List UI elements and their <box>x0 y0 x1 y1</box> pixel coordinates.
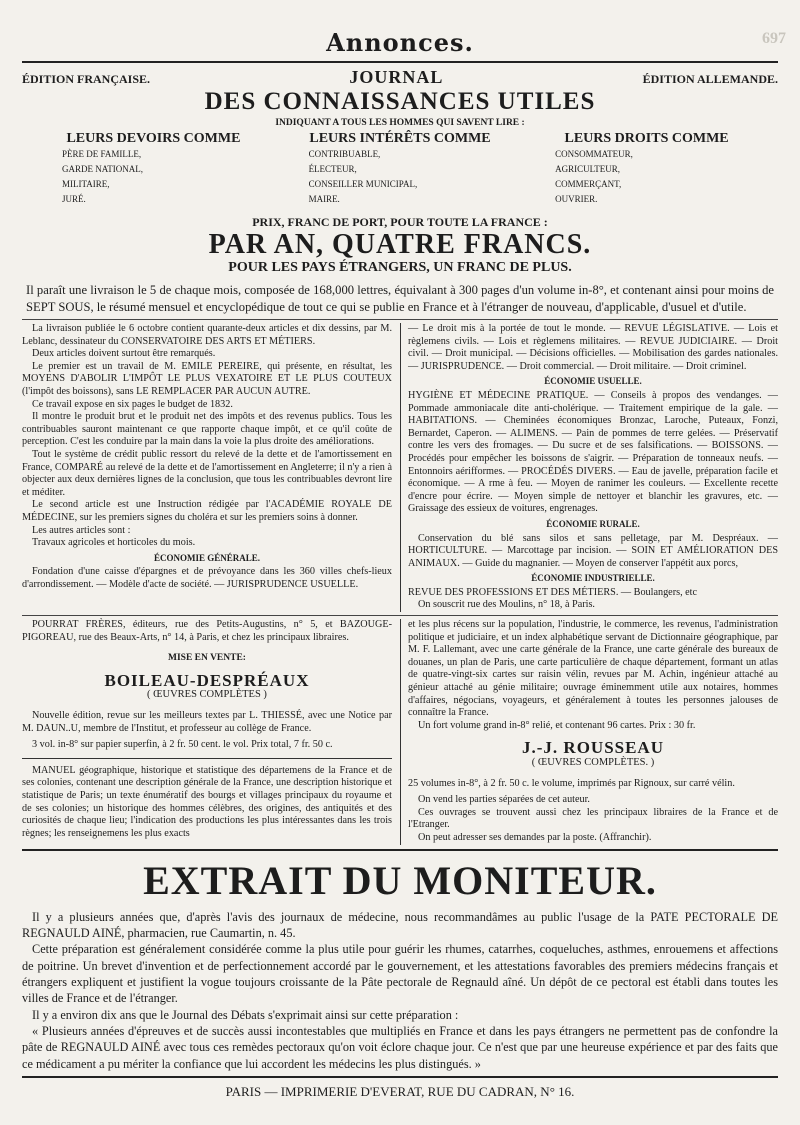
section-heading: ÉCONOMIE USUELLE. <box>544 376 642 387</box>
column-droits <box>525 131 768 207</box>
column-line: GARDE NATIONAL, <box>62 163 143 174</box>
intro-paragraph: Il paraît une livraison le 5 de chaque mois, composée de 168,000 lettres, équivalant à 300 pages d'un volume in-8°, et contenant ainsi pour moins de SEPT SOUS, le résumé mensuel et encyclopédique de tout ce qui se publie en France et à l'étranger de nouveau, d'applicable, d'usuel et d'utile. <box>26 283 774 314</box>
paragraph: HYGIÈNE ET MÉDECINE PRATIQUE. — Conseils à propos des vendanges. — Pommade ammoniacale dite anti-cholérique. — Traitement empirique de la gale. — HABITATIONS. — Cheminées économiques Bronzac, Laroche, Puteaux, Fonzi, Bernardet, Caperon. — ALIMENS. — Pain de pommes de terre gelées. — Préservatif contre les vers des fromages. — Du sucre et de ses falsifications. — BOISSONS. — Procédés pour empêcher les boissons de s'aigrir. — Préparation de tonneaux neufs. — Entonnoirs aérifformes. — PROCÉDÉS DIVERS. — Eau de javelle, préparation facile et économique. — A rme à feu. — Moyen de ranimer les couleurs. — Excellente recette d'encre pour écrire. — Moyen simple de nettoyer et blanchir les gravures, etc. — Graissage des essieux de voitures, engrenages. <box>408 389 778 515</box>
divider <box>22 849 778 851</box>
paragraph: REVUE DES PROFESSIONS ET DES MÉTIERS. — Boulangers, etc <box>408 586 698 598</box>
rousseau-subtitle: ( ŒUVRES COMPLÈTES. ) <box>531 757 655 769</box>
divider <box>22 319 778 320</box>
column-line: CONSOMMATEUR, <box>555 148 633 159</box>
column-line: CONTRIBUABLE, <box>308 148 381 159</box>
section-heading: ÉCONOMIE RURALE. <box>546 518 640 529</box>
mid-columns <box>22 619 778 845</box>
publisher-paragraph: POURRAT FRÈRES, éditeurs, rue des Petits-Augustins, n° 5, et BAZOUGE-PIGOREAU, rue des Beaux-Arts, n° 14, à Paris, et chez les principaux libraires. <box>22 619 392 643</box>
price-line: 3 vol. in-8° sur papier superfin, à 2 fr. 50 cent. le vol. Prix total, 7 fr. 50 c. <box>32 739 333 751</box>
column-line: JURÉ. <box>62 193 86 204</box>
manuel-paragraph: MANUEL géographique, historique et statistique des départemens de la France et de ses colonies, contenant une description générale de la France, une description historique et statistique de Paris; un texte énumératif des bourgs et villages principaux du royaume et de ses colonies; un historique des hommes célèbres, des origines, des antiquités et des curiosités de chaque lieu; l'indication des productions les plus intéressantes dans les trois règnes; les renseignemens les plus exacts <box>22 764 392 839</box>
column-head: LEURS DEVOIRS COMME <box>66 130 241 146</box>
column-line: PÈRE DE FAMILLE, <box>62 148 142 159</box>
left-column-top <box>22 323 401 612</box>
paragraph: Ce travail expose en six pages le budget de 1832. <box>32 398 233 410</box>
paragraph: La livraison publiée le 6 octobre contient quarante-deux articles et dix dessins, par M. Leblanc, dessinateur du CONSERVATOIRE DES ARTS ET MÉTIERS. <box>22 323 392 347</box>
extrait-title: EXTRAIT DU MONITEUR. <box>143 857 657 903</box>
column-line: MILITAIRE, <box>62 178 110 189</box>
journal-title: DES CONNAISSANCES UTILES <box>204 88 596 115</box>
annonces-heading: Annonces. <box>326 28 474 57</box>
paragraph: et les plus récens sur la population, l'industrie, le commerce, les revenus, l'administration politique et judiciaire, et un index alphabétique servant de Dictionnaire géographique, par M. F. Lallemant, avec une carte générale de la France, une carte générale des bureaux de douanes, un plan de Paris, une carte particulière de chaque département, formant un atlas de quatre-vingt-six cartes sur raisin vélin, revues par M. Achin, ingénieur attaché au génieur attaché au génie militaire; ouvrage éminemment utile aux notaires, hommes d'affaires, négocians, voyageurs, et généralement à toutes les personnes jalouses de connaître la France. <box>408 619 778 719</box>
edition-right: ÉDITION ALLEMANDE. <box>642 72 778 86</box>
rousseau-title: J.-J. ROUSSEAU <box>522 738 664 758</box>
section-heading: ÉCONOMIE GÉNÉRALE. <box>153 552 260 563</box>
divider <box>22 1076 778 1078</box>
column-line: OUVRIER. <box>555 193 598 204</box>
duties-columns <box>32 131 768 207</box>
paragraph: Deux articles doivent surtout être remarqués. <box>32 348 216 360</box>
paragraph: Travaux agricoles et horticoles du mois. <box>32 537 196 549</box>
edition-row <box>22 67 778 88</box>
etrangers-line: POUR LES PAYS ÉTRANGERS, UN FRANC DE PLUS. <box>228 260 572 276</box>
paragraph: On vend les parties séparées de cet auteur. <box>418 794 590 806</box>
divider <box>22 615 778 616</box>
printer-footer: PARIS — IMPRIMERIE D'EVERAT, RUE DU CADRAN, N° 16. <box>225 1084 575 1100</box>
paragraph: Il y a environ dix ans que le Journal des Débats s'exprimait ainsi sur cette préparation : <box>32 1007 459 1022</box>
paragraph: Ces ouvrages se trouvent aussi chez les principaux libraires de la France et de l'Etranger. <box>408 806 778 831</box>
top-columns <box>22 323 778 612</box>
paragraph: Cette préparation est généralement considérée comme la plus utile pour guérir les rhumes, catarrhes, coqueluches, asthmes, enrouemens et affections de poitrine. Un brevet d'invention et de perfectionnement accordé par le gouvernement, et les attestations favorables des premiers médecins français et étrangers expliquent et justifient la vogue toujours croissante de la Pâte pectorale de Regnauld aîné. Un dépôt de ce pectoral est établi dans toutes les villes de France et de l'étranger. <box>22 942 778 1006</box>
right-column-mid <box>402 619 778 845</box>
column-line: ÉLECTEUR, <box>308 163 357 174</box>
column-line: MAIRE. <box>308 193 340 204</box>
paragraph: Fondation d'une caisse d'épargnes et de prévoyance dans les 360 villes chefs-lieux d'arrondissement. — Modèle d'acte de société. — JURISPRUDENCE USUELLE. <box>22 566 392 590</box>
prix-line: PRIX, FRANC DE PORT, POUR TOUTE LA FRANCE : <box>252 214 548 229</box>
indiquant-line: INDIQUANT A TOUS LES HOMMES QUI SAVENT LIRE : <box>275 117 525 128</box>
divider <box>22 61 778 63</box>
column-devoirs <box>32 131 275 207</box>
edition-left: ÉDITION FRANÇAISE. <box>22 72 151 86</box>
column-line: CONSEILLER MUNICIPAL, <box>308 178 418 189</box>
paragraph: On peut adresser ses demandes par la poste. (Affranchir). <box>418 831 652 843</box>
paragraph: Les autres articles sont : <box>32 524 131 536</box>
boileau-title: BOILEAU-DESPRÉAUX <box>104 670 310 690</box>
price-line: 25 volumes in-8°, à 2 fr. 50 c. le volume, imprimés par Rignoux, sur carré vélin. <box>408 777 735 789</box>
annonces-page <box>22 22 778 1100</box>
journal-label: JOURNAL <box>349 67 444 87</box>
section-heading: ÉCONOMIE INDUSTRIELLE. <box>531 573 655 584</box>
column-interets <box>279 131 522 207</box>
right-column-top <box>402 323 778 612</box>
volume-line: Un fort volume grand in-8° relié, et contenant 96 cartes. Prix : 30 fr. <box>418 719 696 731</box>
mise-en-vente: MISE EN VENTE: <box>168 653 246 664</box>
divider <box>22 758 392 759</box>
column-line: AGRICULTEUR, <box>555 163 621 174</box>
column-head: LEURS DROITS COMME <box>564 130 729 146</box>
extrait-body <box>22 909 778 1072</box>
column-head: LEURS INTÉRÊTS COMME <box>309 130 491 146</box>
page-number: 697 <box>762 30 786 47</box>
paragraph: Il y a plusieurs années que, d'après l'avis des journaux de médecine, nous recommandâmes au public l'usage de la PATE PECTORALE DE REGNAULD AINÉ, pharmacien, rue Caumartin, n. 45. <box>22 909 778 940</box>
paragraph: « Plusieurs années d'épreuves et de succès aussi incontestables que multipliés en France et dans les pays étrangers ne permettent pas de confondre la pâte de REGNAULD AINÉ avec tous ces remèdes pectoraux qu'on voit éclore chaque jour. Ce n'est que par une heureuse expérience et par des faits que ce médicament a pu mériter la confiance que lui accordent les médecins les plus distingués. » <box>22 1023 778 1071</box>
par-an-price: PAR AN, QUATRE FRANCS. <box>208 228 592 260</box>
paragraph: Il montre le produit brut et le produit net des impôts et des revenus publics. Tous les contribuables sauront maintenant ce que rapporte chaque impôt, et ce qu'il coûte de perception. C'est les conduire par la main dans la voie la plus droite des améliorations. <box>22 411 392 448</box>
boileau-subtitle: ( ŒUVRES COMPLÈTES ) <box>147 689 267 701</box>
column-line: COMMERÇANT, <box>555 178 622 189</box>
left-column-mid <box>22 619 401 845</box>
paragraph: Le premier est un travail de M. EMILE PEREIRE, qui présente, en résultat, les MOYENS D'ABOLIR L'IMPÔT LE PLUS VEXATOIRE ET LE PLUS COUTEUX (l'impôt des boissons), sans LE REMPLACER PAR AUCUN AUTRE. <box>22 360 392 397</box>
paragraph: Le second article est une Instruction rédigée par l'ACADÉMIE ROYALE DE MÉDECINE, sur les premiers signes du choléra et sur les premiers soins à donner. <box>22 499 392 523</box>
paragraph: — Le droit mis à la portée de tout le monde. — REVUE LÉGISLATIVE. — Lois et règlemens civils. — Lois et règlemens militaires. — REVUE JUDICIAIRE. — Droit civil. — Droit municipal. — Décisions officielles. — Mobilisation des gardes nationales. — JURISPRUDENCE. — Droit commercial. — Droit militaire. — Droit criminel. <box>408 323 778 372</box>
paragraph: On souscrit rue des Moulins, n° 18, à Paris. <box>418 599 595 611</box>
paragraph: Conservation du blé sans silos et sans pelletage, par M. Despréaux. — HORTICULTURE. — Marcottage par incision. — SOIN ET AMÉLIORATION DES ANIMAUX. — Guide du magnanier. — Moyen de conserver l'appétit aux porcs, <box>408 532 778 569</box>
paragraph: Nouvelle édition, revue sur les meilleurs textes par L. THIESSÉ, avec une Notice par M. DAUN..U, membre de l'Institut, et professeur au collège de France. <box>22 710 392 734</box>
paragraph: Tout le système de crédit public ressort du relevé de la dette et de l'amortissement en France, COMPARÉ au relevé de la dette et de l'amortissement en Angleterre; il n'y a rien à objecter aux deux dernières lignes de la conclusion, que tous les contribuables devront lire et méditer. <box>22 448 392 498</box>
